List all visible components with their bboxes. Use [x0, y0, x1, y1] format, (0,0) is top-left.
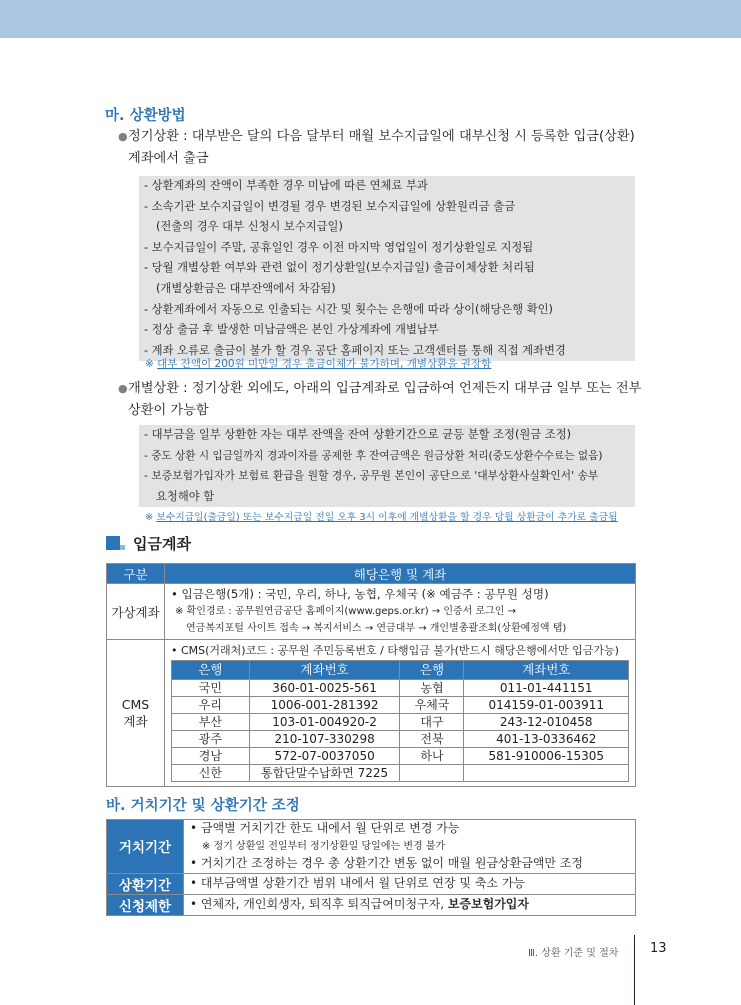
cms-header: 은행 — [400, 661, 464, 680]
bullet-regular-repayment — [118, 126, 648, 170]
bank-cell: 경남 — [172, 748, 250, 765]
application-restriction-cell — [184, 894, 636, 915]
account-cell: 401-13-0336462 — [464, 731, 629, 748]
bank-cell: 광주 — [172, 731, 250, 748]
deferment-line: ※ 정기 상환일 전일부터 정기상환일 당일에는 변경 불가 — [202, 840, 446, 852]
table-row — [172, 714, 629, 731]
account-cell: 360-01-0025-561 — [249, 680, 400, 697]
restriction-line — [190, 896, 629, 914]
note-text: 대부 잔액이 200원 미만일 경우 출금이체가 불가하며, 개별상환을 권장함 — [157, 358, 492, 370]
account-cell — [464, 765, 629, 782]
repayment-period-cell — [184, 873, 636, 894]
bank-cell: 대구 — [400, 714, 464, 731]
repayment-line: • 대부금액별 상환기간 범위 내에서 월 단위로 연장 및 축소 가능 — [190, 875, 526, 890]
footer-divider — [634, 935, 635, 1005]
period-adjustment-table — [106, 819, 636, 916]
account-cell: 011-01-441151 — [464, 680, 629, 697]
footer-chapter: Ⅲ. 상환 기준 및 절차 — [528, 948, 619, 959]
note-line: - 소속기관 보수지급일이 변경될 경우 변경된 보수지급일에 상환원리금 출금 — [144, 199, 516, 213]
note-mark: ※ — [145, 512, 157, 523]
page-number: 13 — [650, 941, 667, 956]
note-line: - 보증보험가입자가 보험료 환급을 원할 경우, 공무원 본인이 공단으로 '대부상환사실확인서' 송부 — [144, 469, 599, 483]
bank-cell: 하나 — [400, 748, 464, 765]
note-line: 요청해야 함 — [156, 489, 215, 503]
deferment-line: • 금액별 거치기간 한도 내에서 월 단위로 변경 가능 — [190, 821, 460, 835]
note-min-balance — [145, 356, 491, 371]
note-line: - 중도 상환 시 입금일까지 경과이자를 공제한 후 잔여금액은 원금상환 처리(중도상환수수료는 없음) — [144, 449, 603, 462]
bank-cell: 우체국 — [400, 697, 464, 714]
bank-cell: 전북 — [400, 731, 464, 748]
table-row — [172, 697, 629, 714]
bullet-line: 계좌에서 출금 — [128, 151, 209, 166]
bank-cell — [400, 765, 464, 782]
section-ma-title: 마. 상환방법 — [105, 108, 186, 124]
account-cell: 014159-01-003911 — [464, 697, 629, 714]
account-cell: 1006-001-281392 — [249, 697, 400, 714]
square-marker-small-icon — [120, 545, 125, 550]
bullet-dot-icon: ● — [118, 382, 128, 395]
deferment-period-label: 거치기간 — [107, 820, 184, 874]
note-text: 보수지급일(출금일) 또는 보수지급일 전일 오후 3시 이후에 개별상환을 할 경우 당월 상환금이 추가로 출금됨 — [156, 512, 618, 523]
table-row — [172, 765, 629, 782]
cms-header: 계좌번호 — [464, 661, 629, 680]
restriction-bold-text: 보증보험가입자 — [447, 896, 529, 911]
section-deposit-title — [106, 533, 191, 554]
deferment-line: • 거치기간 조정하는 경우 총 상환기간 변동 없이 매월 원금상환금액만 조정 — [190, 856, 583, 870]
square-marker-icon — [106, 536, 120, 550]
bank-cell: 우리 — [172, 697, 250, 714]
col-header-bank-account: 해당은행 및 계좌 — [165, 564, 636, 584]
note-line: - 당월 개별상환 여부와 관련 없이 정기상환일(보수지급일) 출금이체상환 처리됨 — [144, 261, 535, 275]
bullet-line: 정기상환 : 대부받은 달의 다음 달부터 매월 보수지급일에 대부신청 시 등록한 입금(상환) — [128, 129, 635, 144]
cms-account-label — [107, 640, 165, 787]
bullet-individual-repayment — [118, 378, 648, 422]
virtual-account-cell — [165, 584, 636, 640]
table-row — [172, 748, 629, 765]
note-line: - 보수지급일이 주말, 공휴일인 경우 이전 마지막 영업일이 정기상환일로 지정됨 — [144, 240, 534, 254]
cms-label-line: 계좌 — [123, 713, 148, 729]
cms-account-cell — [165, 640, 636, 787]
col-header-type: 구분 — [107, 564, 165, 584]
bank-cell: 부산 — [172, 714, 250, 731]
account-cell: 581-910006-15305 — [464, 748, 629, 765]
deferment-period-cell — [184, 820, 636, 874]
cms-header: 은행 — [172, 661, 250, 680]
note-line: - 대부금을 일부 상환한 자는 대부 잔액을 잔여 상환기간으로 균등 분할 조정(원금 조정) — [144, 428, 572, 441]
deposit-account-table — [106, 563, 636, 787]
bank-cell: 신한 — [172, 765, 250, 782]
note-line: (전출의 경우 대부 신청시 보수지급일) — [156, 220, 343, 234]
cms-header: 계좌번호 — [249, 661, 400, 680]
account-cell: 210-107-330298 — [249, 731, 400, 748]
table-row — [172, 731, 629, 748]
cms-line: • CMS(거래처)코드 : 공무원 주민등록번호 / 타행입금 불가(반드시 해당은행에서만 입금가능) — [171, 644, 619, 657]
repayment-period-label: 상환기간 — [107, 873, 184, 894]
note-line: - 상환계좌에서 자동으로 인출되는 시간 및 횟수는 은행에 따라 상이(해당은행 확인) — [144, 302, 553, 316]
individual-repayment-notes-box — [139, 425, 635, 507]
cms-label-line: CMS — [121, 696, 150, 712]
section-ba-title: 바. 거치기간 및 상환기간 조정 — [106, 798, 300, 814]
note-line: - 상환계좌의 잔액이 부족한 경우 미납에 따른 연체료 부과 — [144, 179, 428, 192]
note-line: - 정상 출금 후 발생한 미납금액은 본인 가상계좌에 개별납부 — [144, 323, 439, 337]
note-extra-withdrawal — [145, 509, 618, 523]
bullet-line: 상환이 가능함 — [128, 403, 209, 418]
application-restriction-label: 신청제한 — [107, 894, 184, 915]
restriction-text: • 연체자, 개인회생자, 퇴직후 퇴직급여미청구자, — [190, 896, 448, 911]
cms-bank-table — [171, 660, 629, 782]
regular-repayment-notes-box — [139, 176, 635, 361]
virtual-line: 연금복지포털 사이트 접속 → 복지서비스 → 연금대부 → 개인별총괄조회(상환예정액 탭) — [186, 623, 567, 634]
note-line: (개별상환금은 대부잔액에서 차감됨) — [156, 281, 336, 295]
bank-cell: 농협 — [400, 680, 464, 697]
virtual-line: • 입금은행(5개) : 국민, 우리, 하나, 농협, 우체국 (※ 예금주 : 공무원 성명) — [171, 587, 549, 601]
bank-cell: 국민 — [172, 680, 250, 697]
bullet-line: 개별상환 : 정기상환 외에도, 아래의 입금계좌로 입금하여 언제든지 대부금 일부 또는 전부 — [128, 381, 642, 396]
account-cell: 243-12-010458 — [464, 714, 629, 731]
account-cell: 통합단말수납화면 7225 — [249, 765, 400, 782]
top-color-band — [0, 0, 741, 38]
virtual-account-label: 가상계좌 — [107, 584, 165, 640]
section-deposit-label: 입금계좌 — [133, 535, 191, 553]
virtual-line: ※ 확인경로 : 공무원연금공단 홈페이지(www.geps.or.kr) → 인증서 로그인 → — [175, 606, 517, 617]
table-row — [172, 680, 629, 697]
note-line: - 계좌 오류로 출금이 불가 할 경우 공단 홈페이지 또는 고객센터를 통해 직접 계좌변경 — [144, 343, 566, 357]
note-mark: ※ — [145, 358, 158, 370]
account-cell: 103-01-004920-2 — [249, 714, 400, 731]
account-cell: 572-07-0037050 — [249, 748, 400, 765]
bullet-dot-icon: ● — [118, 130, 128, 143]
